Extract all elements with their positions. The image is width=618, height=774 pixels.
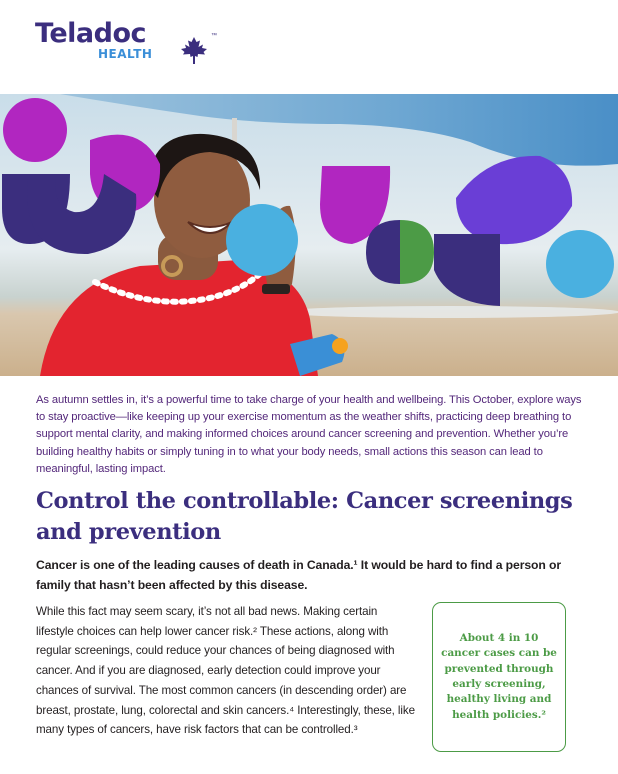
logo-wordmark: Teladoc [35, 18, 146, 49]
body-paragraph: While this fact may seem scary, it’s not all bad news. Making certain lifestyle choices can help lower cancer risk.² These actions, along with regular screenings, could reduce your chances of being diagnosed with cancer. And if you are diagnosed, early detection could improve your chances of survival. The most common cancers (in descending order) are breast, prostate, lung, colorectal and skin cancers.⁴ Interestingly, these, like many types of cancers, have risk factors that can be controlled.³ [36, 605, 415, 737]
wristwatch [262, 284, 290, 294]
stat-callout-text: About 4 in 10 cancer cases can be prevented through early screening, healthy living and health policies.² [441, 631, 557, 721]
shape-magenta-circle [3, 98, 67, 162]
bottle-cap [332, 338, 348, 354]
section-headline: Control the controllable: Cancer screenings and prevention [36, 488, 573, 545]
lead-paragraph: Cancer is one of the leading causes of death in Canada.¹ It would be hard to find a person or family that hasn’t been affected by this disease. [36, 558, 561, 592]
intro-paragraph: As autumn settles in, it’s a powerful time to take charge of your health and wellbeing. This October, explore ways to stay proactive—like keeping up your exercise momentum as the weather shifts, practicing deep breathing to support mental clarity, and making informed choices around cancer screening and prevention. Whether you’re building healthy habits or simply tuning in to what your body needs, small actions this season can lead to meaningful, lasting impact. [36, 394, 582, 475]
hero-image [0, 94, 618, 376]
shape-sky-circle [546, 230, 614, 298]
teladoc-logo [35, 18, 217, 68]
logo-subtitle: HEALTH [98, 47, 153, 61]
stat-callout-box [432, 602, 566, 752]
shape-blue-circle [226, 204, 298, 276]
sea-foam [280, 306, 618, 318]
trademark-symbol: ™ [211, 33, 217, 39]
maple-leaf-icon [179, 36, 209, 66]
